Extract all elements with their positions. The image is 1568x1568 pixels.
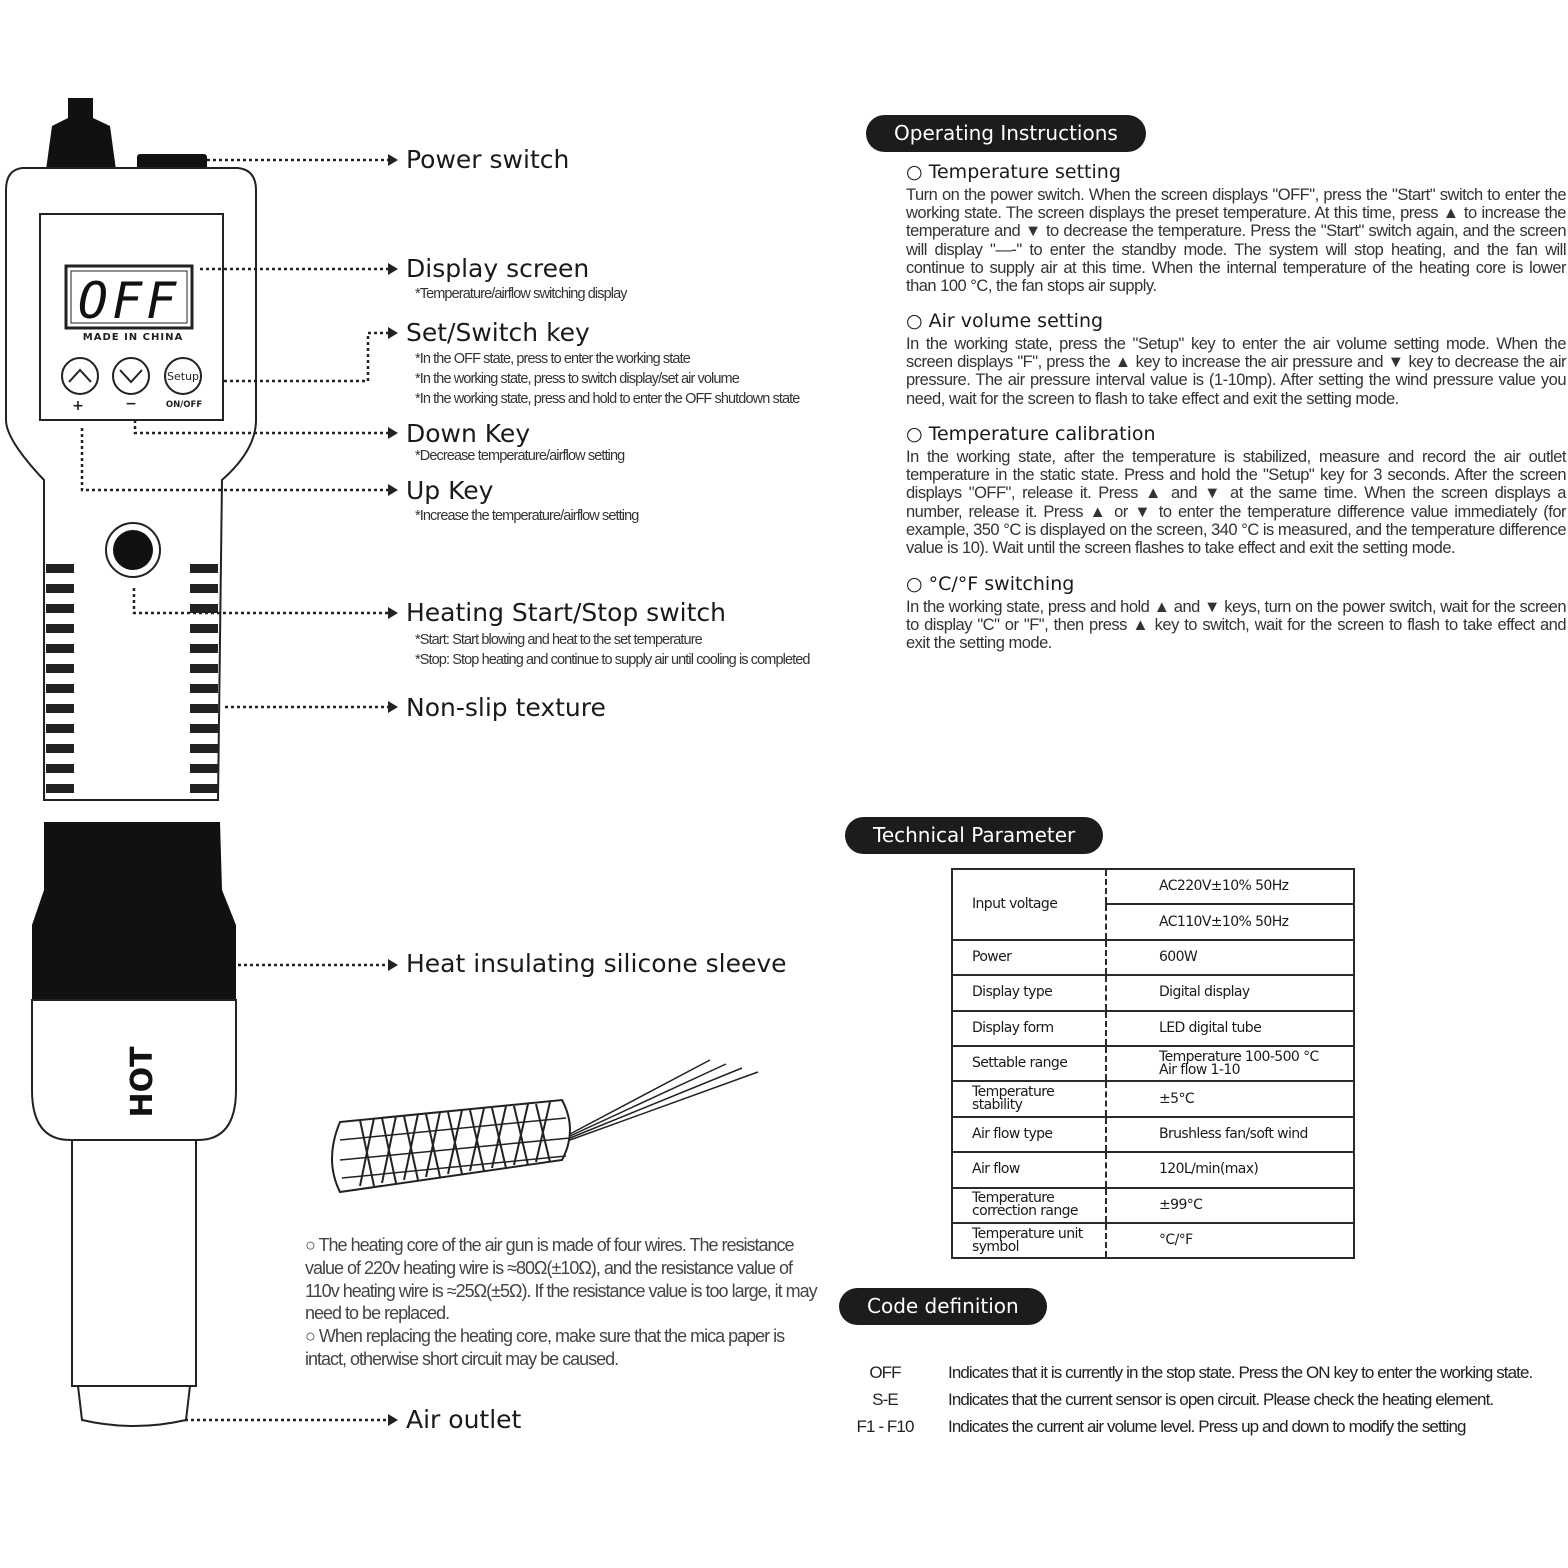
- callout-note: *Temperature/airflow switching display: [415, 286, 627, 302]
- grip-bar: [190, 664, 218, 673]
- param-value: LED digital tube: [1106, 1011, 1354, 1046]
- param-value-line: Air flow 1-10: [1159, 1061, 1240, 1078]
- grip-bar: [46, 684, 74, 693]
- section-body: In the working state, after the temperature is stabilized, measure and record the air outlet temperature in the static state. Press and hold the "Setup" key for 3 seconds. After the screen displays "OFF", release it. Press ▲ and ▼ at the same time. When the screen displays a number, release it. Press ▲ or ▼ to enter the temperature difference value immediately (for example, 350 °C is displayed on the screen, 340 °C is measured, and the temperature difference value is 10). Wait until the screen flashes to take effect and exit the setting mode.: [906, 448, 1566, 558]
- callout-non-slip-texture: Non-slip texture: [406, 693, 606, 722]
- minus-label: −: [125, 396, 137, 412]
- grip-bar: [46, 564, 74, 573]
- callout-start-stop-switch: Heating Start/Stop switch: [406, 598, 726, 627]
- param-value: Digital display: [1106, 975, 1354, 1010]
- nozzle: [72, 1140, 196, 1386]
- callout-note: *Stop: Stop heating and continue to supply air until cooling is completed: [415, 652, 810, 668]
- callout-note: *Increase the temperature/airflow setting: [415, 508, 639, 524]
- code-desc: Indicates the current air volume level. Press up and down to modify the setting: [948, 1417, 1466, 1436]
- section-body: In the working state, press the "Setup" key to enter the air volume setting mode. When the screen displays "F", press the ▲ key to increase the air pressure and ▼ key to decrease the air pressure. The air pressure interval value is (1-10mp). After setting the wind pressure value you need, wait for the screen to flash to take effect and exit the setting mode.: [906, 335, 1566, 408]
- section-heading: ○ °C/°F switching: [906, 573, 1075, 595]
- air-outlet-tip: [78, 1386, 190, 1426]
- technical-parameter-table: [951, 868, 1355, 1259]
- callout-down-key: Down Key: [406, 419, 531, 448]
- section-heading: ○ Air volume setting: [906, 310, 1104, 332]
- onoff-label: ON/OFF: [165, 400, 203, 410]
- param-key: Power: [952, 940, 1106, 975]
- param-value: [1106, 1046, 1354, 1081]
- table-row: [952, 1011, 1354, 1046]
- callout-power-switch: Power switch: [406, 145, 570, 174]
- made-in-label: MADE IN CHINA: [82, 332, 184, 343]
- code-key: F1 - F10: [856, 1417, 914, 1436]
- plus-label: +: [72, 398, 84, 414]
- table-row: [952, 1152, 1354, 1187]
- code-key: OFF: [869, 1363, 901, 1382]
- callout-note: *In the OFF state, press to enter the working state: [415, 351, 690, 367]
- grip-bar: [46, 604, 74, 613]
- code-row: [840, 1363, 1568, 1387]
- param-value: 600W: [1106, 940, 1354, 975]
- hot-label: HOT: [125, 1046, 160, 1118]
- grip-bar: [190, 764, 218, 773]
- callout-note: *In the working state, press to switch display/set air volume: [415, 371, 739, 387]
- code-row: [840, 1390, 1568, 1414]
- grip-bar: [46, 704, 74, 713]
- callout-note: *Decrease temperature/airflow setting: [415, 448, 625, 464]
- table-row: [952, 940, 1354, 975]
- code-key: S-E: [872, 1390, 898, 1409]
- table-row: [952, 1081, 1354, 1116]
- silicone-sleeve: [32, 822, 236, 1000]
- param-key: Temperature stability: [952, 1081, 1106, 1116]
- grip-bar: [46, 724, 74, 733]
- grip-bar: [46, 764, 74, 773]
- table-row: [952, 1188, 1354, 1223]
- grip-bar: [190, 644, 218, 653]
- callout-note: *Start: Start blowing and heat to the set temperature: [415, 632, 702, 648]
- power-switch-knob[interactable]: [46, 98, 116, 170]
- table-row: [952, 1223, 1354, 1258]
- param-key: Display type: [952, 975, 1106, 1010]
- table-row: [952, 975, 1354, 1010]
- callout-note: *In the working state, press and hold to enter the OFF shutdown state: [415, 391, 800, 407]
- section-body: Turn on the power switch. When the screen displays "OFF", press the "Start" switch to enter the working state. The screen displays the preset temperature. At this time, press ▲ to increase the temperature and ▼ to decrease the temperature. Press the "Start" switch again, and the screen will display "—-" to enter the standby mode. The system will stop heating, and the fan will continue to supply air at this time. When the internal temperature of the heating core is lower than 100 °C, the fan stops air supply.: [906, 186, 1566, 296]
- heating-core-note: ○ The heating core of the air gun is made of four wires. The resistance value of 220v heating wire is ≈80Ω(±10Ω), and the resistance value of 110v heating wire is ≈25Ω(±5Ω). If the resistance value is too large, it may need to be replaced.: [305, 1235, 817, 1324]
- param-value: AC220V±10% 50Hz: [1106, 869, 1354, 904]
- table-row: [952, 1117, 1354, 1152]
- heating-core-note: ○ When replacing the heating core, make sure that the mica paper is intact, otherwise short circuit may be caused.: [305, 1326, 785, 1369]
- grip-bar: [190, 784, 218, 793]
- code-desc: Indicates that the current sensor is open circuit. Please check the heating element.: [948, 1390, 1494, 1409]
- grip-bar: [190, 704, 218, 713]
- up-key-button[interactable]: [62, 358, 98, 394]
- grip-bar: [46, 624, 74, 633]
- grip-bar: [190, 684, 218, 693]
- table-row: [952, 1046, 1354, 1081]
- param-value: Brushless fan/soft wind: [1106, 1117, 1354, 1152]
- grip-bar: [190, 604, 218, 613]
- grip-bar: [46, 784, 74, 793]
- callout-set-switch-key: Set/Switch key: [406, 318, 590, 347]
- param-value: 120L/min(max): [1106, 1152, 1354, 1187]
- param-value: ±5°C: [1106, 1081, 1354, 1116]
- param-key: Settable range: [952, 1046, 1106, 1081]
- display-readout: OFF: [77, 272, 181, 330]
- code-definition-title: Code definition: [839, 1288, 1047, 1325]
- param-key: Air flow: [952, 1152, 1106, 1187]
- param-key: Temperature correction range: [952, 1188, 1106, 1223]
- callout-up-key: Up Key: [406, 476, 494, 505]
- grip-bar: [190, 564, 218, 573]
- param-key: Air flow type: [952, 1117, 1106, 1152]
- param-value: AC110V±10% 50Hz: [1106, 904, 1354, 939]
- grip-bar: [46, 644, 74, 653]
- technical-parameter-title: Technical Parameter: [845, 817, 1103, 854]
- grip-bar: [190, 724, 218, 733]
- setup-key-label: Setup: [166, 370, 200, 383]
- grip-bar: [46, 584, 74, 593]
- param-key: Temperature unit symbol: [952, 1223, 1106, 1258]
- callout-air-outlet: Air outlet: [406, 1405, 522, 1434]
- table-row: [952, 869, 1354, 904]
- section-body: In the working state, press and hold ▲ and ▼ keys, turn on the power switch, wait for the screen to display "C" or "F", then press ▲ key to switch, wait for the screen to flash to take effect and exit the setting mode.: [906, 598, 1566, 653]
- heating-core-illustration: [332, 1060, 758, 1192]
- param-value-line: Temperature 100-500 °C: [1159, 1048, 1319, 1065]
- grip-bar: [46, 744, 74, 753]
- param-key: Display form: [952, 1011, 1106, 1046]
- callout-silicone-sleeve: Heat insulating silicone sleeve: [406, 949, 787, 978]
- down-key-button[interactable]: [113, 358, 149, 394]
- param-key: Input voltage: [952, 869, 1106, 940]
- code-desc: Indicates that it is currently in the stop state. Press the ON key to enter the working state.: [948, 1363, 1533, 1382]
- callout-display-screen: Display screen: [406, 254, 590, 283]
- section-heading: ○ Temperature calibration: [906, 423, 1156, 445]
- grip-bar: [190, 584, 218, 593]
- grip-bar: [190, 744, 218, 753]
- grip-bar: [46, 664, 74, 673]
- grip-bar: [190, 624, 218, 633]
- code-row: [840, 1417, 1568, 1441]
- section-heading: ○ Temperature setting: [906, 161, 1121, 183]
- operating-instructions-title: Operating Instructions: [866, 115, 1146, 152]
- param-value: ±99°C: [1106, 1188, 1354, 1223]
- param-value: °C/°F: [1106, 1223, 1354, 1258]
